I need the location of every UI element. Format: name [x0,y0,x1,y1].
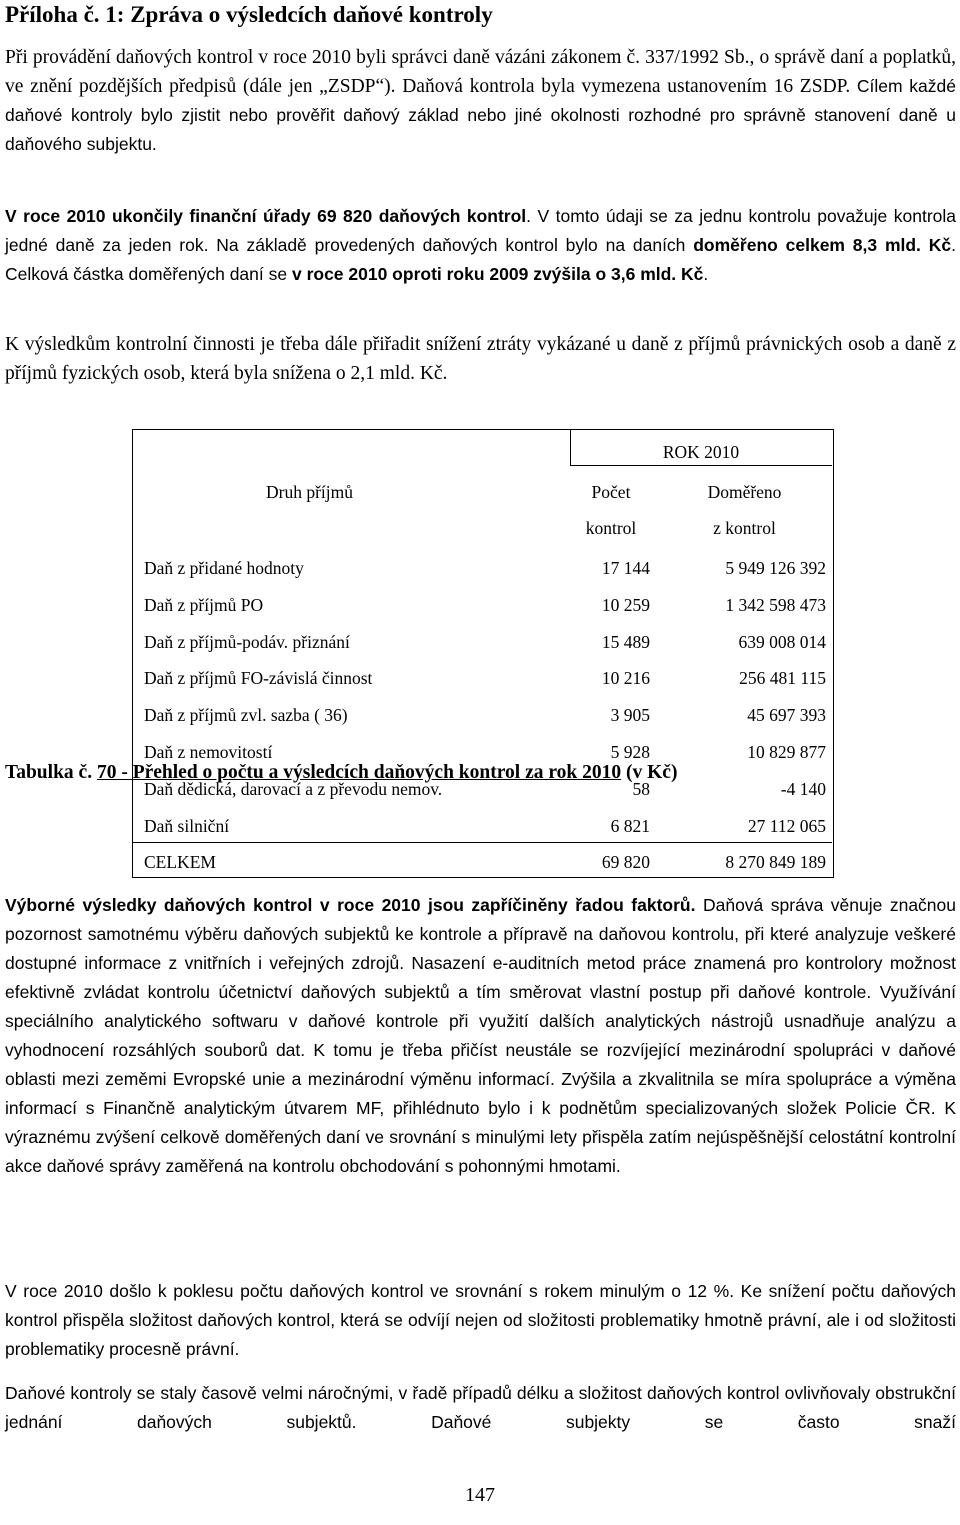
results-text-1: . V tomto údaji se za jednu kontrolu považuje kontrola jedné daně za jeden rok. Na základě provedených daňových kontrol bylo na daních [5,206,957,255]
table-total-label: CELKEM [144,852,216,872]
table-caption-suffix: (v Kč) [621,762,678,783]
table-col-amount-2: z kontrol [713,518,776,538]
results-bold-1: V roce 2010 ukončily finanční úřady 69 820 daňových kontrol [5,206,527,226]
table-row-amount: 256 481 115 [739,668,826,688]
table-total-rule [132,842,832,843]
table-row-label: Daň silniční [144,816,230,836]
table-total-amount: 8 270 849 189 [725,852,826,872]
table-row-amount: 1 342 598 473 [725,595,826,615]
table-year-underline [570,465,832,466]
results-bold-3: v roce 2010 oproti roku 2009 zvýšila o 3,6 mld. Kč [291,264,704,284]
table-row-count: 15 489 [601,632,650,652]
results-text-2: . Celková částka doměřených daní se [5,235,956,284]
table-row-amount: 5 949 126 392 [725,558,826,578]
table-row-label: Daň z příjmů zvl. sazba ( 36) [144,705,348,725]
table-col-amount-1: Doměřeno [707,482,782,502]
table-row-count: 6 821 [610,816,650,836]
complexity-paragraph-text: Daňové kontroly se staly časově velmi náročnými, v řadě případů délku a složitost daňových kontrol ovlivňovaly obstrukční jednání daňových subjektů. Daňové subjekty se často snaží [5,1383,956,1432]
factors-bold: Výborné výsledky daňových kontrol v roce 2010 jsou zapříčiněny řadou faktorů. [5,895,696,915]
page-number: 147 [465,1484,495,1506]
loss-paragraph [5,330,956,388]
results-bold-2: doměřeno celkem 8,3 mld. Kč [693,235,952,255]
complexity-paragraph [5,1379,956,1437]
table-row-label: Daň z příjmů PO [144,595,264,615]
table-caption-title: 70 - Přehled o počtu a výsledcích daňových kontrol za rok 2010 [96,762,622,783]
table-col-count-1: Počet [591,482,631,502]
factors-text: Daňová správa věnuje značnou pozornost samotnému výběru daňových subjektů ke kontrole a přípravě na daňovou kontrolu, při které analyzuje veškeré dostupné informace z vnitřních i veřejných zdrojů. Nasazení e-auditních metod práce znamená pro kontrolory možnost efektivně zvládat kontrolu účetnictví daňových subjektů a tím směrovat vlastní postup při daňové kontrole. Využívání speciálního analytického softwaru v daňové kontrole při využití dalších analytických nástrojů usnadňuje analýzu a vyhodnocení rozsáhlých souborů dat. K tomu je třeba přičíst neustále se rozvíjející mezinárodní spolupráci v daňové oblasti mezi zeměmi Evropské unie a mezinárodní výměnu informací. Zvýšila a zkvalitnila se míra spolupráce a výměna informací s Finančně analytickým útvarem MF, přihlédnuto bylo i k podnětům specializovaných složek Policie ČR. K výraznému zvýšení celkově doměřených daní ve srovnání s minulými lety přispěla zatím nejúspěšnější celostátní kontrolní akce daňové správy zaměřená na kontrolu obchodování s pohonnými hmotami. [5,895,956,1176]
table-row-amount: -4 140 [780,779,826,799]
tax-control-table [132,429,834,878]
intro-part1: Při provádění daňových kontrol v roce 2010 byli správci daně vázáni zákonem č. 337/1992 Sb., o správě daní a poplatků, ve znění pozdějších předpisů (dále jen „ZSDP“). Daňová kontrola byla vymezena ustanovením 16 ZSDP. [5,47,956,97]
table-row-amount: 27 112 065 [747,816,826,836]
table-row-count: 58 [632,779,650,799]
table-row-label: Daň z příjmů-podáv. přiznání [144,632,350,652]
page-heading: Příloha č. 1: Zpráva o výsledcích daňové kontroly [5,2,493,27]
results-paragraph [5,202,956,289]
intro-paragraph [5,43,956,159]
loss-paragraph-text: K výsledkům kontrolní činnosti je třeba dále přiřadit snížení ztráty vykázané u daně z příjmů právnických osob a daně z příjmů fyzických osob, která byla snížena o 2,1 mld. Kč. [5,334,956,384]
table-row-count: 10 259 [601,595,650,615]
table-row-amount: 45 697 393 [747,705,826,725]
table-row-label: Daň z přidané hodnoty [144,558,304,578]
table-caption-prefix: Tabulka č. [5,762,97,783]
table-total-count: 69 820 [601,852,650,872]
table-col-type: Druh příjmů [265,482,353,502]
table-row-label: Daň dědická, darovací a z převodu nemov. [144,779,443,799]
table-year-header: ROK 2010 [662,442,740,462]
table-row-count: 3 905 [610,705,650,725]
table-row-count: 17 144 [601,558,650,578]
table-col-count-2: kontrol [585,518,637,538]
table-row-amount: 10 829 877 [747,742,826,762]
table-row-amount: 639 008 014 [738,632,826,652]
intro-part2: Cílem každé daňové kontroly bylo zjistit nebo prověřit daňový základ nebo jiné okolnosti rozhodné pro správně stanovení daně u daňového subjektu. [5,76,956,154]
table-row-count: 5 928 [610,742,650,762]
decline-paragraph-text: V roce 2010 došlo k poklesu počtu daňových kontrol ve srovnání s rokem minulým o 12 %. Ke snížení počtu daňových kontrol přispěla složitost daňových kontrol, která se odvíjí nejen od složitosti problematiky hmotně právní, ale i od složitosti problematiky procesně právní. [5,1281,956,1359]
decline-paragraph [5,1277,956,1364]
factors-paragraph [5,891,956,1181]
table-row-label: Daň z nemovitostí [144,742,273,762]
results-text-3: . [703,264,709,284]
table-row-count: 10 216 [601,668,650,688]
table-row-label: Daň z příjmů FO-závislá činnost [144,668,373,688]
